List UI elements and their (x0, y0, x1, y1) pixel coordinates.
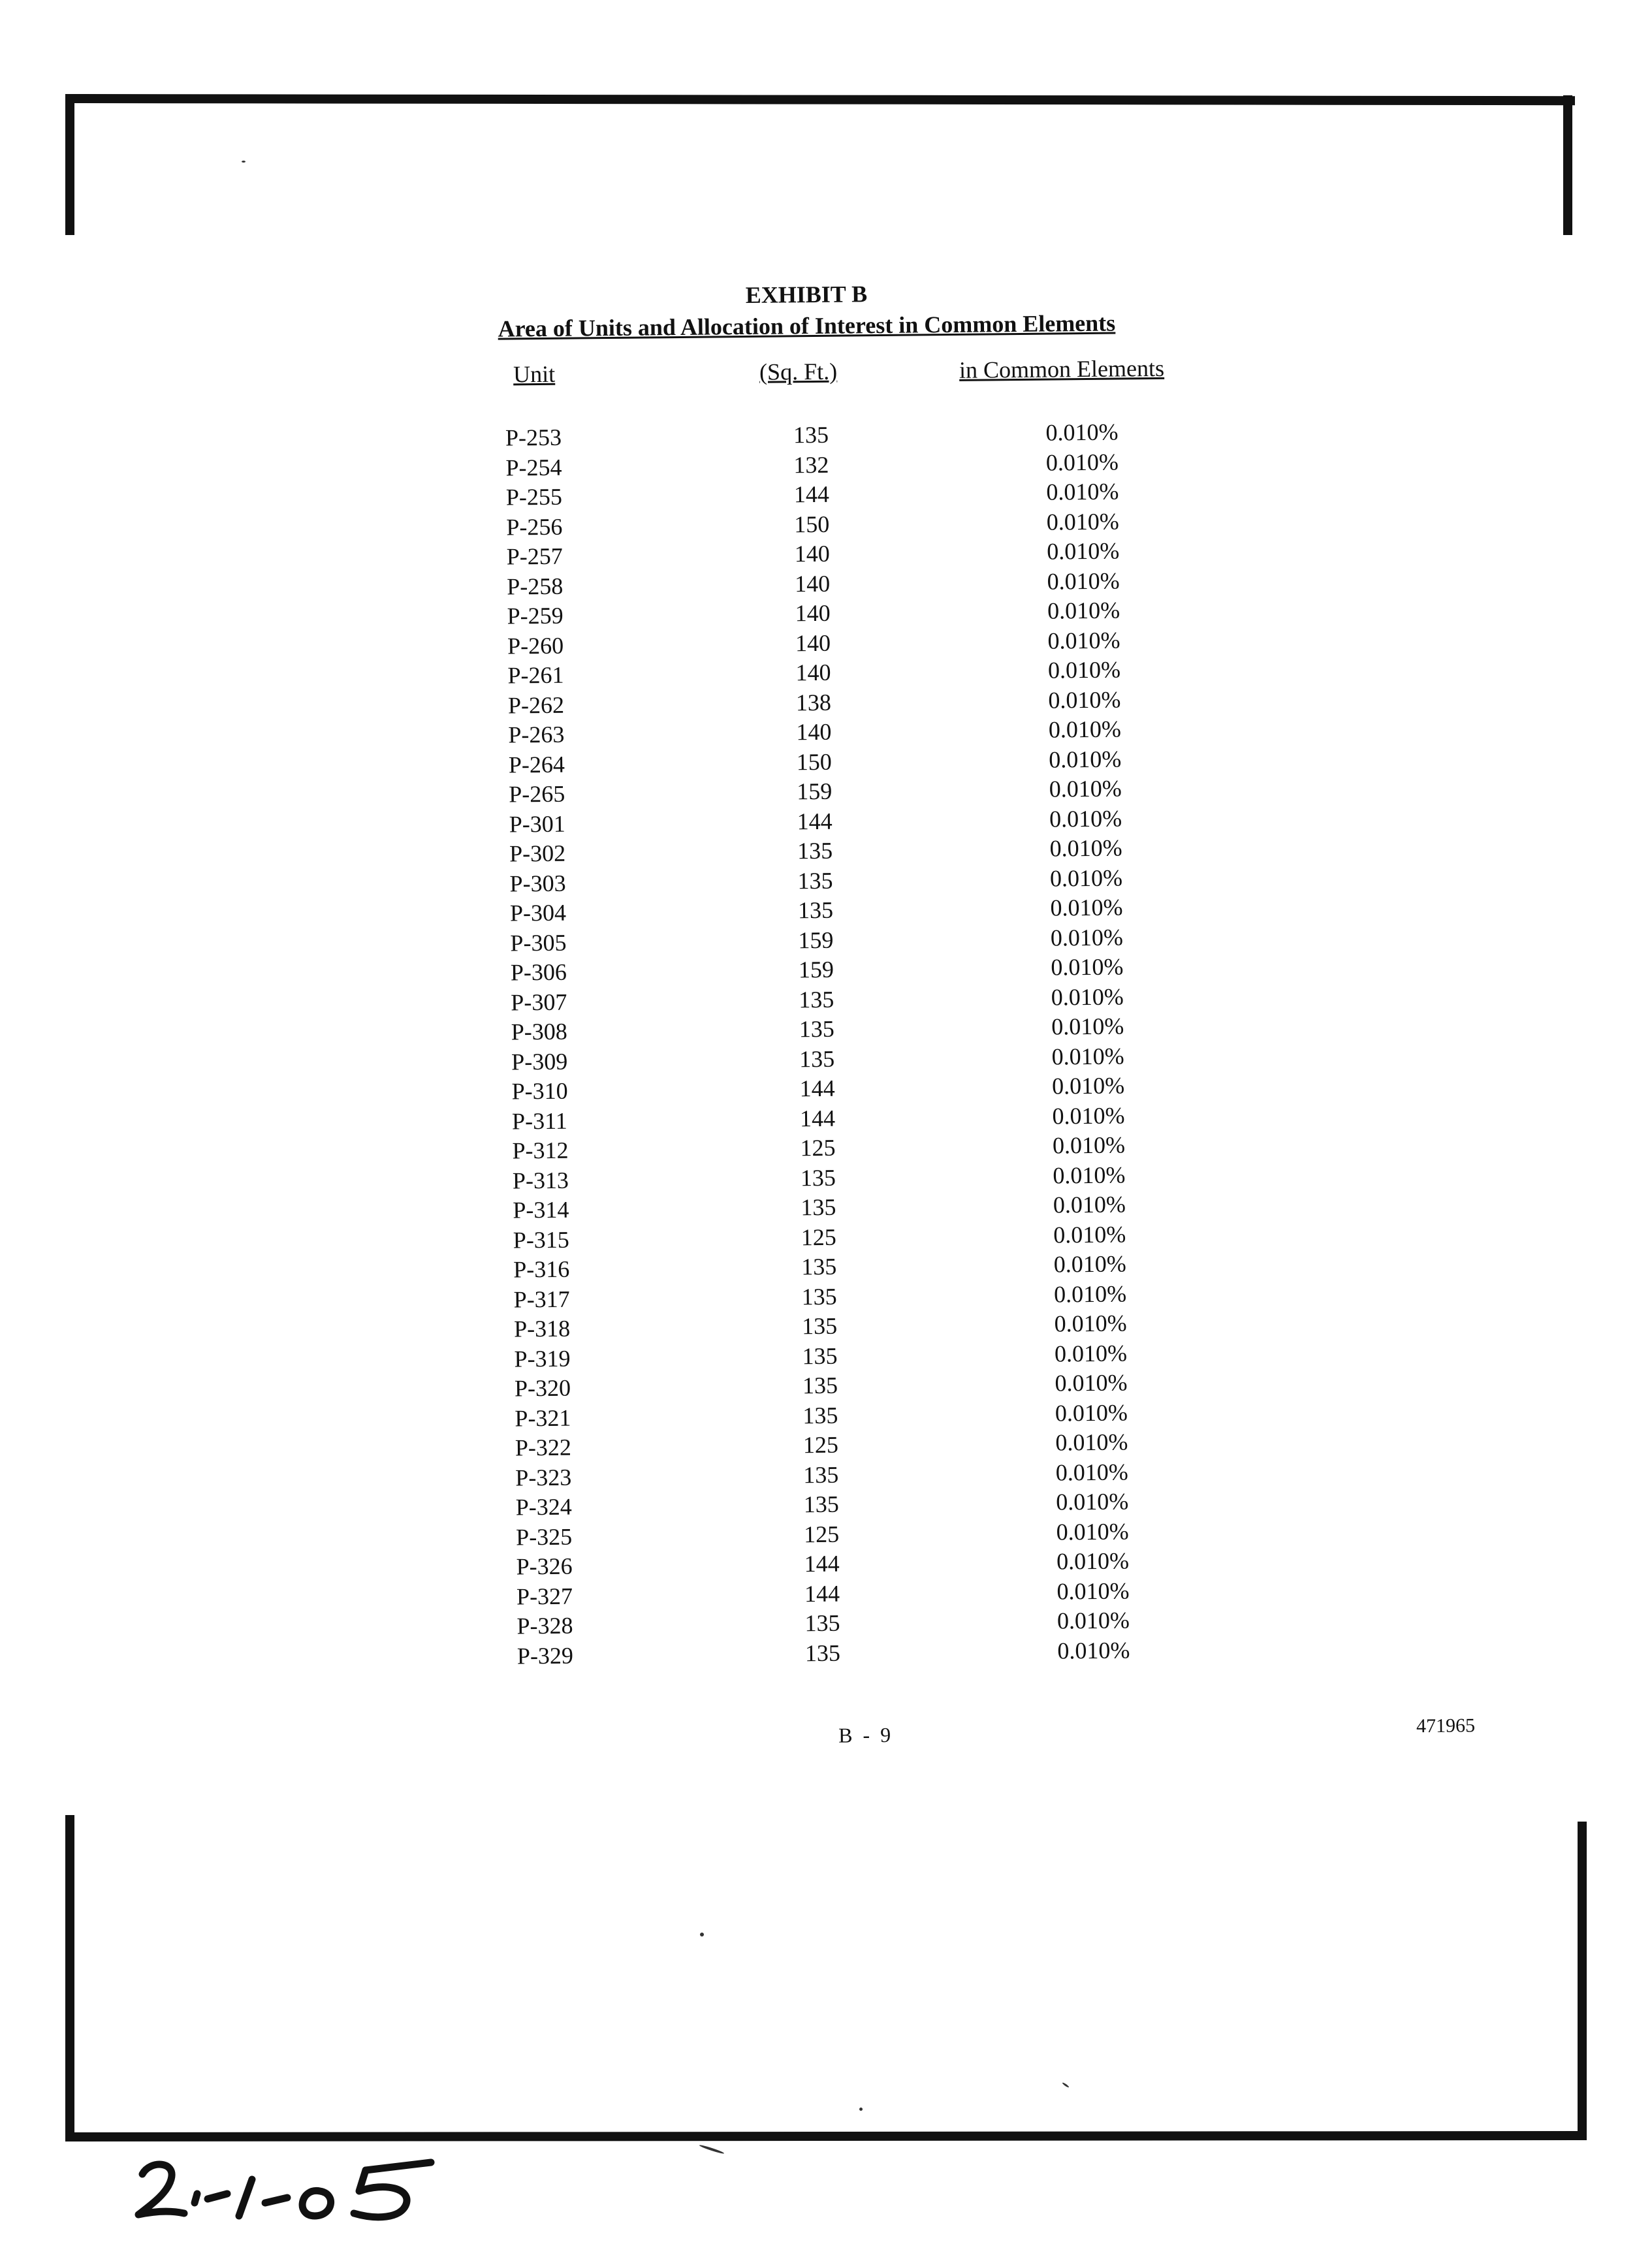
unit-cell: P-264 (508, 751, 565, 778)
interest-cell: 0.010% (1054, 1339, 1128, 1367)
interest-cell: 0.010% (1049, 745, 1122, 773)
unit-cell: P-329 (516, 1642, 574, 1669)
interest-cell: 0.010% (1050, 894, 1123, 921)
unit-cell: P-305 (510, 929, 567, 956)
interest-cell: 0.010% (1053, 1250, 1126, 1278)
interest-cell: 0.010% (1047, 567, 1120, 595)
sqft-cell: 125 (801, 1224, 836, 1250)
unit-cell: P-313 (512, 1167, 569, 1193)
unit-cell: P-317 (513, 1286, 570, 1312)
sqft-cell: 159 (798, 956, 834, 983)
unit-cell: P-328 (516, 1612, 573, 1639)
unit-cell: P-301 (509, 810, 565, 838)
unit-cell: P-263 (508, 721, 565, 748)
interest-cell: 0.010% (1048, 686, 1121, 714)
column-header-sqft: (Sq. Ft.) (759, 358, 838, 385)
scan-speck (242, 161, 246, 163)
interest-cell: 0.010% (1056, 1488, 1129, 1515)
unit-cell: P-255 (505, 483, 563, 511)
exhibit-title: EXHIBIT B (745, 281, 868, 308)
sqft-cell: 144 (799, 1075, 835, 1102)
sqft-cell: 144 (804, 1580, 840, 1607)
unit-cell: P-314 (513, 1196, 569, 1224)
unit-cell: P-260 (507, 632, 564, 659)
interest-cell: 0.010% (1047, 597, 1120, 624)
interest-cell: 0.010% (1049, 864, 1123, 892)
sqft-cell: 135 (801, 1283, 837, 1310)
sqft-cell: 159 (798, 926, 834, 953)
unit-cell: P-306 (510, 958, 567, 986)
column-header-interest: in Common Elements (959, 355, 1165, 383)
sqft-cell: 135 (803, 1491, 839, 1518)
sqft-cell: 140 (794, 570, 831, 597)
sqft-cell: 135 (799, 1045, 835, 1072)
unit-cell: P-254 (505, 454, 562, 481)
sqft-cell: 135 (800, 1164, 836, 1191)
sqft-cell: 135 (797, 896, 834, 924)
unit-cell: P-326 (516, 1553, 573, 1580)
interest-cell: 0.010% (1051, 1072, 1125, 1099)
interest-cell: 0.010% (1047, 537, 1120, 565)
interest-cell: 0.010% (1056, 1607, 1130, 1634)
sqft-cell: 135 (801, 1253, 837, 1280)
interest-cell: 0.010% (1053, 1280, 1127, 1308)
handwritten-date (124, 2148, 464, 2226)
sqft-cell: 144 (793, 481, 830, 508)
interest-cell: 0.010% (1056, 1577, 1130, 1605)
sqft-cell: 144 (797, 808, 833, 834)
interest-cell: 0.010% (1049, 834, 1122, 862)
unit-cell: P-325 (515, 1523, 573, 1550)
interest-cell: 0.010% (1053, 1191, 1126, 1218)
interest-cell: 0.010% (1047, 656, 1121, 684)
unit-cell: P-258 (507, 573, 564, 600)
sqft-cell: 135 (802, 1372, 838, 1399)
unit-cell: P-261 (507, 661, 564, 689)
interest-cell: 0.010% (1053, 1161, 1126, 1189)
sqft-cell: 150 (796, 748, 832, 775)
unit-cell: P-319 (514, 1345, 571, 1372)
sqft-cell: 140 (794, 540, 830, 567)
interest-cell: 0.010% (1050, 923, 1124, 951)
interest-cell: 0.010% (1051, 983, 1124, 1011)
interest-cell: 0.010% (1053, 1220, 1126, 1248)
unit-cell: P-265 (509, 780, 565, 808)
unit-cell: P-262 (507, 691, 565, 719)
unit-cell: P-321 (515, 1404, 571, 1431)
unit-cell: P-323 (515, 1464, 572, 1491)
sqft-cell: 135 (799, 1015, 834, 1043)
unit-cell: P-302 (509, 840, 566, 867)
sqft-cell: 144 (799, 1105, 836, 1131)
unit-cell: P-259 (507, 602, 564, 629)
interest-cell: 0.010% (1049, 775, 1122, 802)
unit-cell: P-324 (515, 1493, 572, 1521)
column-header-unit: Unit (513, 360, 556, 388)
interest-cell: 0.010% (1056, 1547, 1130, 1575)
interest-cell: 0.010% (1051, 1042, 1124, 1070)
unit-cell: P-320 (514, 1374, 571, 1402)
sqft-cell: 135 (797, 837, 833, 864)
unit-cell: P-253 (505, 424, 562, 451)
sqft-cell: 140 (796, 718, 832, 746)
sqft-cell: 135 (801, 1312, 838, 1340)
sqft-cell: 135 (801, 1193, 836, 1221)
unit-cell: P-327 (516, 1583, 573, 1609)
interest-cell: 0.010% (1045, 419, 1119, 446)
interest-cell: 0.010% (1052, 1101, 1125, 1130)
interest-cell: 0.010% (1054, 1310, 1127, 1337)
unit-cell: P-315 (513, 1226, 570, 1253)
unit-cell: P-318 (513, 1315, 571, 1342)
interest-cell: 0.010% (1046, 508, 1119, 535)
interest-cell: 0.010% (1055, 1369, 1128, 1397)
unit-table (0, 413, 1652, 1676)
unit-cell: P-310 (511, 1077, 568, 1105)
interest-cell: 0.010% (1045, 449, 1119, 476)
unit-cell: P-308 (511, 1018, 567, 1045)
sqft-cell: 132 (793, 451, 829, 478)
sqft-cell: 135 (804, 1639, 841, 1666)
interest-cell: 0.010% (1052, 1131, 1126, 1159)
unit-cell: P-256 (506, 513, 563, 541)
sqft-cell: 138 (795, 689, 832, 716)
sqft-cell: 135 (793, 421, 829, 449)
sqft-cell: 135 (799, 986, 834, 1013)
sqft-cell: 135 (804, 1609, 840, 1637)
unit-cell: P-257 (506, 543, 563, 570)
unit-cell: P-316 (513, 1256, 570, 1283)
exhibit-subtitle: Area of Units and Allocation of Interest in Common Elements (498, 309, 1116, 342)
unit-cell: P-309 (511, 1048, 568, 1075)
sqft-cell: 135 (797, 867, 833, 894)
sqft-cell: 125 (802, 1431, 839, 1459)
unit-cell: P-322 (515, 1434, 572, 1461)
interest-cell: 0.010% (1055, 1458, 1128, 1486)
sqft-cell: 135 (803, 1461, 839, 1488)
unit-cell: P-312 (512, 1137, 569, 1164)
interest-cell: 0.010% (1057, 1636, 1130, 1664)
sqft-cell: 140 (795, 629, 831, 656)
interest-cell: 0.010% (1049, 804, 1122, 832)
sqft-cell: 140 (795, 599, 831, 627)
scan-speck (859, 2108, 863, 2111)
interest-cell: 0.010% (1055, 1429, 1128, 1456)
unit-cell: P-303 (509, 870, 566, 896)
sqft-cell: 125 (803, 1521, 840, 1547)
interest-cell: 0.010% (1056, 1517, 1129, 1545)
interest-cell: 0.010% (1048, 716, 1122, 743)
interest-cell: 0.010% (1051, 1013, 1124, 1040)
sqft-cell: 140 (795, 659, 831, 686)
sqft-cell: 135 (802, 1402, 838, 1429)
page-number: B - 9 (838, 1722, 894, 1747)
document-code: 471965 (1416, 1715, 1476, 1737)
sqft-cell: 150 (794, 511, 830, 537)
interest-cell: 0.010% (1051, 953, 1124, 981)
sqft-cell: 125 (800, 1134, 836, 1162)
unit-cell: P-311 (511, 1107, 567, 1134)
scan-speck (700, 1933, 704, 1936)
interest-cell: 0.010% (1055, 1399, 1128, 1427)
sqft-cell: 159 (797, 778, 833, 805)
unit-cell: P-304 (509, 899, 567, 926)
unit-cell: P-307 (511, 988, 567, 1015)
interest-cell: 0.010% (1046, 478, 1119, 505)
sqft-cell: 144 (804, 1550, 840, 1577)
interest-cell: 0.010% (1047, 627, 1120, 654)
sqft-cell: 135 (802, 1342, 838, 1369)
